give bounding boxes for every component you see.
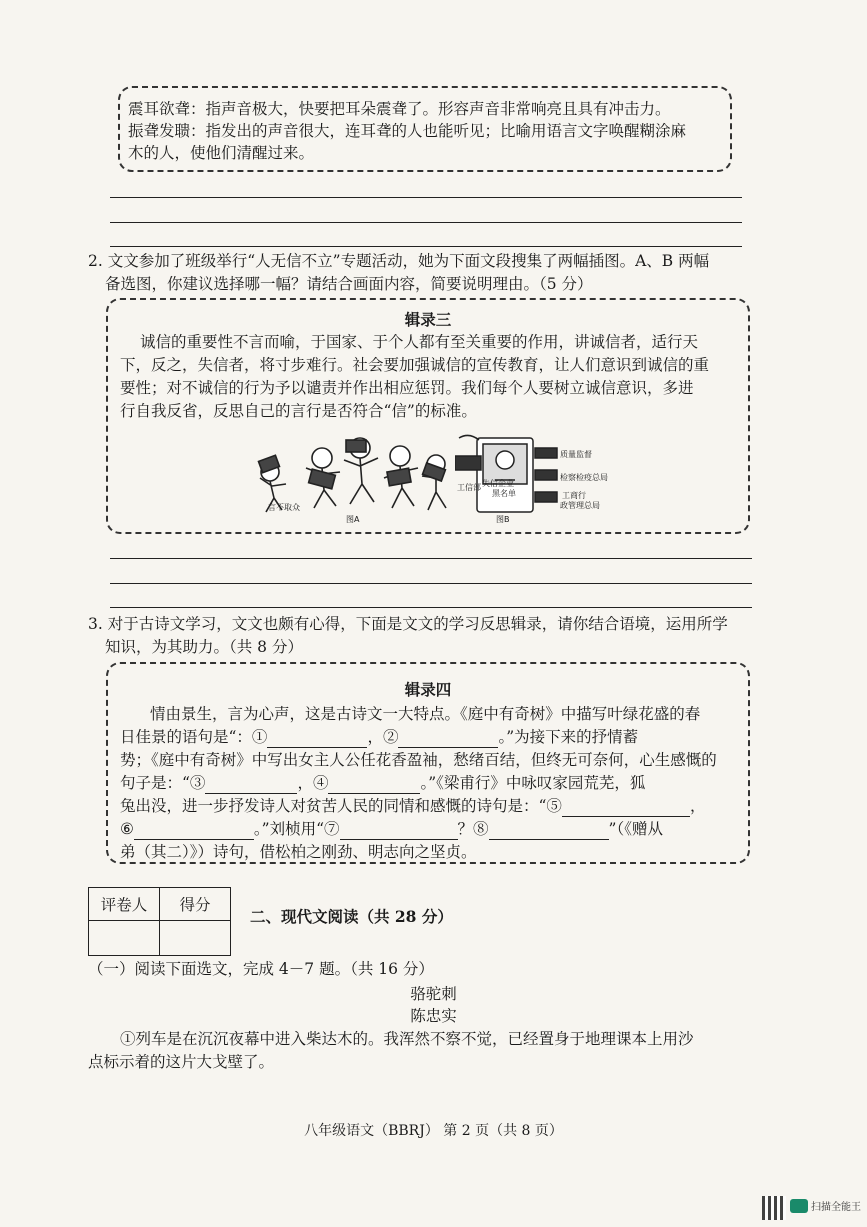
text: ，④ (297, 774, 329, 792)
answer-blank-7[interactable] (340, 821, 458, 840)
text: 句子是：“③ (120, 774, 206, 792)
answer-blank-2[interactable] (398, 729, 498, 748)
answer-line[interactable] (110, 558, 752, 559)
figure-b-label-4: 政管理总局 (560, 501, 600, 510)
figure-b-label-6: 失信企业 (482, 479, 514, 488)
article-paragraph-1: ①列车是在沉沉夜幕中进入柴达木的。我浑然不察不觉，已经置身于地理课本上用沙 (120, 1030, 694, 1048)
scanner-watermark: 扫描全能王 (811, 1202, 861, 1213)
text: 兔出没，进一步抒发诗人对贫苦人民的同情和感慨的诗句是：“⑤ (120, 797, 562, 815)
question-2-line-2: 备选图，你建议选择哪一幅？请结合画面内容，简要说明理由。（5 分） (105, 275, 593, 293)
figure-b-label-7: 黑名单 (492, 489, 516, 498)
page-footer: 八年级语文（BBRJ） 第 2 页（共 8 页） (304, 1123, 563, 1139)
excerpt-4-line-4 (120, 772, 645, 794)
excerpt-4-line-1: 情由景生，言为心声，这是古诗文一大特点。《庭中有奇树》中描写叶绿花盛的春 (150, 705, 701, 723)
excerpt-4-line-7: 弟（其二）》）诗句，借松柏之刚劲、明志向之坚贞。 (120, 843, 477, 861)
question-3-line-2: 知识，为其助力。（共 8 分） (105, 638, 303, 656)
figure-b-label-3: 工商行 (562, 491, 586, 500)
text: 。”为接下来的抒情蓄 (498, 728, 639, 746)
score-cell[interactable] (160, 921, 231, 956)
text: ”（《赠从 (608, 820, 663, 838)
answer-line[interactable] (110, 583, 752, 584)
article-paragraph-1-cont: 点标示着的这片大戈壁了。 (88, 1053, 275, 1071)
article-title: 骆驼刺 (410, 985, 457, 1003)
article-author: 陈忠实 (410, 1007, 457, 1025)
figure-b-caption: 图B (496, 515, 510, 524)
excerpt-4-title: 辑录四 (404, 680, 452, 699)
text: 日佳景的语句是“：① (120, 728, 268, 746)
text: ？⑧ (457, 820, 489, 838)
text: ⑥ (120, 820, 134, 838)
text: 。”《梁甫行》中咏叹家园荒芜，狐 (420, 774, 646, 792)
definition-line-2: 振聋发聩：指发出的声音很大，连耳聋的人也能听见；比喻用语言文字唤醒糊涂麻 (128, 122, 687, 140)
score-header: 得分 (160, 888, 231, 921)
figure-b-label-2: 检察检疫总局 (560, 473, 608, 482)
question-3-line-1: 3. 对于古诗文学习，文文也颇有心得，下面是文文的学习反思辑录，请你结合语境，运用所学 (88, 615, 728, 633)
grader-header: 评卷人 (89, 888, 160, 921)
qr-code-icon (762, 1196, 786, 1220)
excerpt-3-line-3: 要性；对不诚信的行为予以谴责并作出相应惩罚。我们每个人要树立诚信意识，多进 (120, 379, 694, 397)
section-2-heading: 二、现代文阅读（共 28 分） (250, 907, 453, 926)
text: ，② (367, 728, 399, 746)
answer-blank-5[interactable] (562, 798, 690, 817)
figure-b-label-1: 质量监督 (560, 450, 592, 459)
answer-line[interactable] (110, 246, 742, 247)
excerpt-3-line-1: 诚信的重要性不言而喻，于国家、于个人都有至关重要的作用，讲诚信者，适行天 (140, 333, 699, 351)
answer-blank-8[interactable] (489, 821, 609, 840)
answer-line[interactable] (110, 197, 742, 198)
definition-line-1: 震耳欲聋：指声音极大，快要把耳朵震聋了。形容声音非常响亮且具有冲击力。 (128, 100, 671, 118)
excerpt-4-line-6 (120, 818, 663, 840)
answer-line[interactable] (110, 607, 752, 608)
excerpt-3-line-2: 下，反之，失信者，将寸步难行。社会要加强诚信的宣传教育，让人们意识到诚信的重 (120, 356, 710, 374)
grading-table (88, 887, 231, 956)
grader-cell[interactable] (89, 921, 160, 956)
answer-blank-1[interactable] (267, 729, 367, 748)
excerpt-4-line-5 (120, 795, 705, 817)
answer-blank-3[interactable] (205, 775, 297, 794)
subsection-1-instruction: （一）阅读下面选文，完成 4－7 题。（共 16 分） (88, 960, 434, 978)
text: ， (689, 797, 706, 815)
excerpt-3-line-4: 行自我反省，反思自己的言行是否符合“信”的标准。 (120, 402, 477, 420)
figure-a-caption: 图A (346, 515, 360, 524)
answer-blank-6[interactable] (134, 821, 254, 840)
excerpt-3-title: 辑录三 (404, 310, 452, 329)
question-2-line-1: 2. 文文参加了班级举行“人无信不立”专题活动，她为下面文段搜集了两幅插图。A、B 两幅 (88, 252, 710, 270)
excerpt-4-line-3: 势；《庭中有奇树》中写出女主人公任花香盈袖，愁绪百结，但终无可奈何，心生感慨的 (120, 751, 717, 769)
figure-b-label-5: 工信部 (457, 483, 481, 492)
answer-blank-4[interactable] (328, 775, 420, 794)
excerpt-4-line-2 (120, 726, 638, 748)
text: 。”刘桢用“⑦ (253, 820, 340, 838)
definition-line-3: 木的人，使他们清醒过来。 (128, 144, 315, 162)
scanner-logo-icon (790, 1199, 808, 1213)
answer-line[interactable] (110, 222, 742, 223)
figure-a-label: 言不取众 (268, 503, 300, 512)
